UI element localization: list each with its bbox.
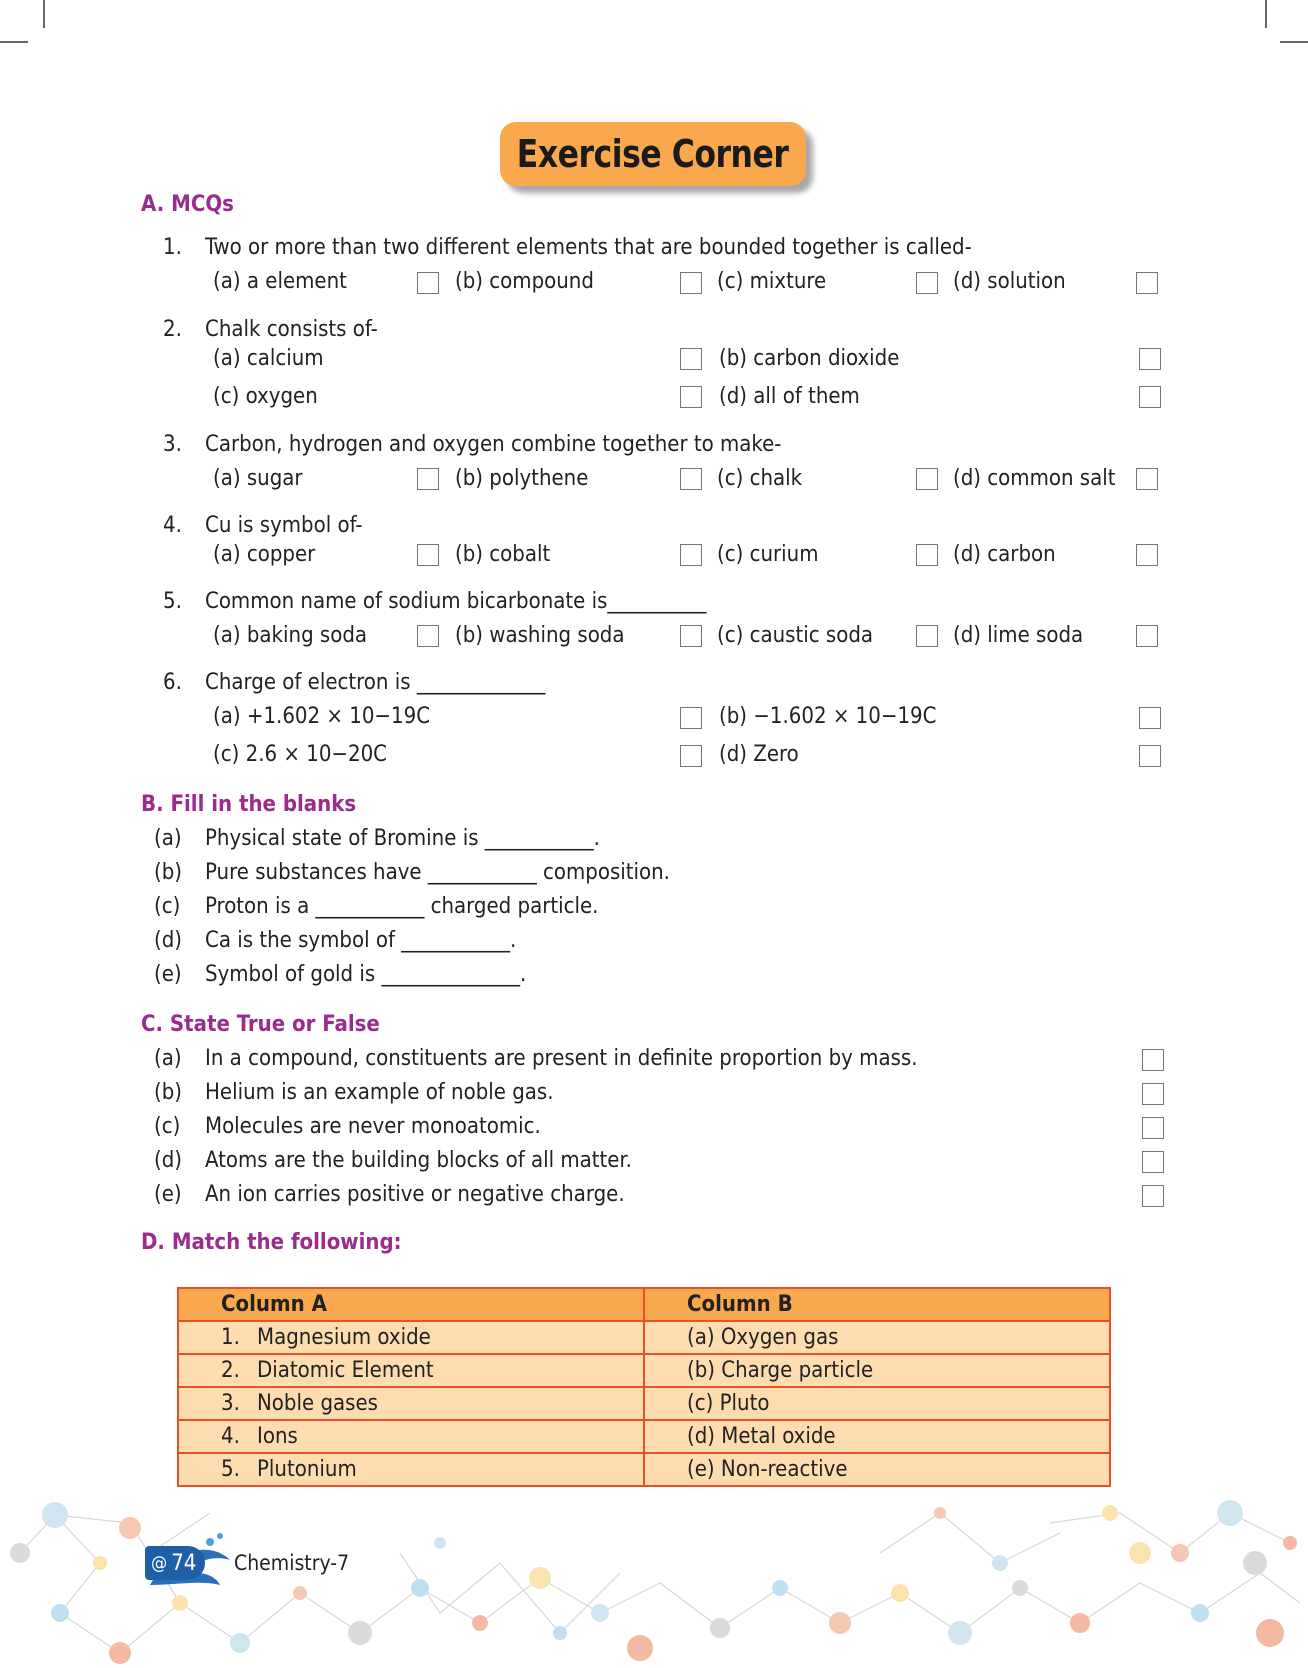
true-false-item: Atoms are the building blocks of all matter. (205, 1148, 632, 1173)
column-a-cell (178, 1321, 644, 1354)
answer-checkbox[interactable] (1136, 468, 1158, 490)
option: (b) −1.602 × 10−19C (719, 704, 937, 729)
match-table (177, 1287, 1111, 1487)
option: (d) common salt (953, 466, 1116, 491)
option: (c) oxygen (213, 384, 318, 409)
crop-mark (1280, 41, 1308, 43)
fill-blank-item: Ca is the symbol of ___________. (205, 928, 517, 953)
question-number: 5. (163, 589, 182, 614)
option: (a) sugar (213, 466, 303, 491)
section-heading-mcqs: A. MCQs (141, 192, 234, 217)
answer-checkbox[interactable] (417, 544, 439, 566)
true-false-item: An ion carries positive or negative charge. (205, 1182, 625, 1207)
question-number: 1. (163, 235, 182, 260)
section-heading-true-false: C. State True or False (141, 1012, 380, 1037)
item-label: (b) (154, 860, 183, 885)
option: (c) caustic soda (717, 623, 874, 648)
option: (b) polythene (455, 466, 589, 491)
answer-checkbox[interactable] (916, 468, 938, 490)
swirl-icon: @ (151, 1552, 168, 1574)
option: (d) solution (953, 269, 1066, 294)
answer-checkbox[interactable] (417, 625, 439, 647)
column-a-text: Magnesium oxide (257, 1325, 431, 1350)
option: (b) cobalt (455, 542, 551, 567)
answer-checkbox[interactable] (1142, 1117, 1164, 1139)
answer-checkbox[interactable] (680, 544, 702, 566)
answer-checkbox[interactable] (1136, 544, 1158, 566)
item-label: (a) (154, 1046, 182, 1071)
page-title: Exercise Corner (517, 132, 789, 176)
true-false-item: In a compound, constituents are present in definite proportion by mass. (205, 1046, 918, 1071)
answer-checkbox[interactable] (680, 468, 702, 490)
page-number: 74 (171, 1550, 197, 1576)
option: (a) calcium (213, 346, 324, 371)
question-text: Two or more than two different elements that are bounded together is called- (205, 235, 972, 260)
option: (c) 2.6 × 10−20C (213, 742, 388, 767)
option: (d) lime soda (953, 623, 1084, 648)
row-number: 4. (221, 1424, 240, 1449)
answer-checkbox[interactable] (916, 544, 938, 566)
book-title: Chemistry-7 (234, 1551, 350, 1575)
row-number: 1. (221, 1325, 240, 1350)
crop-mark (1265, 0, 1267, 28)
fill-blank-item: Pure substances have ___________ composition. (205, 860, 670, 885)
column-a-cell (178, 1354, 644, 1387)
answer-checkbox[interactable] (1136, 272, 1158, 294)
answer-checkbox[interactable] (680, 707, 702, 729)
item-label: (c) (154, 894, 181, 919)
option: (b) washing soda (455, 623, 625, 648)
question-text: Chalk consists of- (205, 317, 378, 342)
column-a-cell (178, 1420, 644, 1453)
crop-mark (0, 41, 28, 43)
question-text: Cu is symbol of- (205, 513, 363, 538)
row-number: 5. (221, 1457, 240, 1482)
page-number-badge (145, 1546, 205, 1580)
option: (c) chalk (717, 466, 803, 491)
option: (c) curium (717, 542, 819, 567)
item-label: (b) (154, 1080, 183, 1105)
answer-checkbox[interactable] (417, 468, 439, 490)
true-false-item: Molecules are never monoatomic. (205, 1114, 541, 1139)
item-label: (d) (154, 1148, 183, 1173)
question-text: Carbon, hydrogen and oxygen combine together to make- (205, 432, 782, 457)
answer-checkbox[interactable] (916, 272, 938, 294)
column-b-cell: (d) Metal oxide (644, 1420, 1110, 1453)
answer-checkbox[interactable] (680, 272, 702, 294)
answer-checkbox[interactable] (680, 625, 702, 647)
question-number: 6. (163, 670, 182, 695)
answer-checkbox[interactable] (1139, 745, 1161, 767)
row-number: 3. (221, 1391, 240, 1416)
table-row (178, 1453, 1110, 1486)
question-text: Common name of sodium bicarbonate is__________ (205, 589, 707, 614)
item-label: (c) (154, 1114, 181, 1139)
table-row (178, 1420, 1110, 1453)
column-a-text: Plutonium (257, 1457, 357, 1482)
section-heading-match: D. Match the following: (141, 1230, 402, 1255)
question-number: 2. (163, 317, 182, 342)
item-label: (a) (154, 826, 182, 851)
column-b-cell: (e) Non-reactive (644, 1453, 1110, 1486)
option: (d) carbon (953, 542, 1056, 567)
answer-checkbox[interactable] (417, 272, 439, 294)
answer-checkbox[interactable] (1142, 1049, 1164, 1071)
answer-checkbox[interactable] (1139, 707, 1161, 729)
crop-mark (43, 0, 45, 28)
answer-checkbox[interactable] (916, 625, 938, 647)
answer-checkbox[interactable] (680, 348, 702, 370)
option: (d) all of them (719, 384, 860, 409)
column-a-cell (178, 1453, 644, 1486)
fill-blank-item: Proton is a ___________ charged particle. (205, 894, 599, 919)
table-row (178, 1321, 1110, 1354)
answer-checkbox[interactable] (680, 745, 702, 767)
option: (a) copper (213, 542, 316, 567)
item-label: (e) (154, 1182, 182, 1207)
answer-checkbox[interactable] (1142, 1151, 1164, 1173)
question-number: 3. (163, 432, 182, 457)
answer-checkbox[interactable] (1139, 386, 1161, 408)
option: (b) compound (455, 269, 594, 294)
option: (a) +1.602 × 10−19C (213, 704, 431, 729)
section-heading-fill-blanks: B. Fill in the blanks (141, 792, 357, 817)
fill-blank-item: Physical state of Bromine is ___________. (205, 826, 600, 851)
option: (c) mixture (717, 269, 827, 294)
true-false-item: Helium is an example of noble gas. (205, 1080, 554, 1105)
column-header: Column A (178, 1288, 644, 1321)
answer-checkbox[interactable] (1142, 1083, 1164, 1105)
column-a-text: Diatomic Element (257, 1358, 434, 1383)
table-row (178, 1354, 1110, 1387)
item-label: (e) (154, 962, 182, 987)
question-number: 4. (163, 513, 182, 538)
answer-checkbox[interactable] (1136, 625, 1158, 647)
answer-checkbox[interactable] (1139, 348, 1161, 370)
column-b-cell: (c) Pluto (644, 1387, 1110, 1420)
option: (a) a element (213, 269, 347, 294)
question-text: Charge of electron is _____________ (205, 670, 546, 695)
answer-checkbox[interactable] (680, 386, 702, 408)
item-label: (d) (154, 928, 183, 953)
column-a-text: Ions (257, 1424, 298, 1449)
column-header: Column B (644, 1288, 1110, 1321)
option: (d) Zero (719, 742, 799, 767)
fill-blank-item: Symbol of gold is ______________. (205, 962, 527, 987)
column-b-cell: (a) Oxygen gas (644, 1321, 1110, 1354)
row-number: 2. (221, 1358, 240, 1383)
column-a-cell (178, 1387, 644, 1420)
answer-checkbox[interactable] (1142, 1185, 1164, 1207)
exercise-title-banner (500, 122, 806, 186)
table-header-row (178, 1288, 1110, 1321)
option: (b) carbon dioxide (719, 346, 900, 371)
option: (a) baking soda (213, 623, 368, 648)
table-row (178, 1387, 1110, 1420)
column-b-cell: (b) Charge particle (644, 1354, 1110, 1387)
column-a-text: Noble gases (257, 1391, 378, 1416)
